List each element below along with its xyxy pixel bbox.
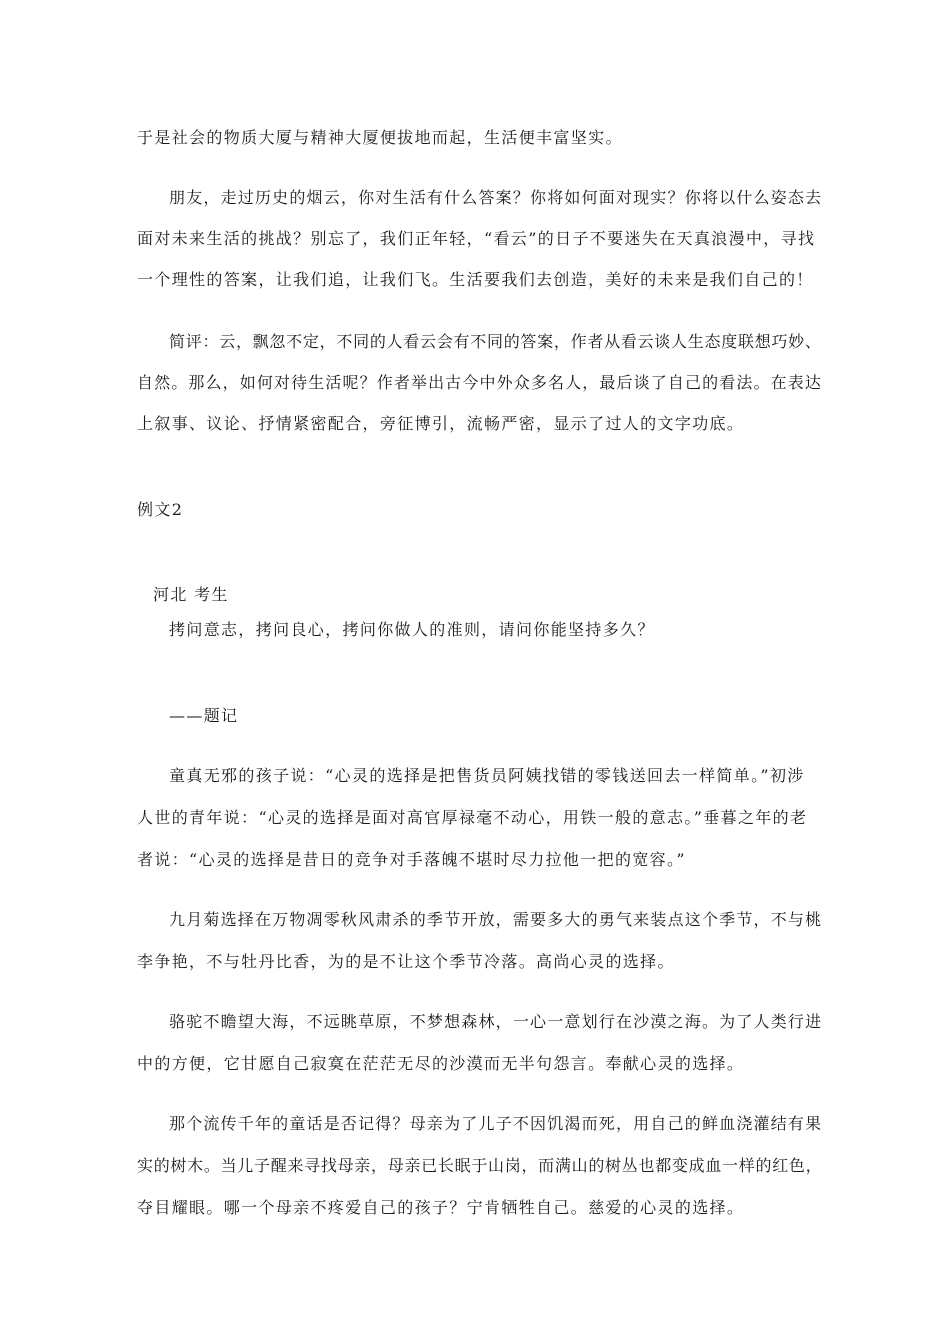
paragraph-line: 九月菊选择在万物凋零秋风肃杀的季节开放，需要多大的勇气来装点这个季节，不与桃 [169, 910, 823, 929]
paragraph-line: 李争艳，不与牡丹比香，为的是不让这个季节冷落。高尚心灵的选择。 [137, 952, 675, 971]
paragraph-line: 那个流传千年的童话是否记得？母亲为了儿子不因饥渴而死，用自己的鲜血浇灌结有果 [169, 1114, 823, 1133]
epigraph: 拷问意志，拷问良心，拷问你做人的准则，请问你能坚持多久？ [169, 620, 655, 639]
paragraph-line: 骆驼不瞻望大海，不远眺草原，不梦想森林，一心一意划行在沙漠之海。为了人类行进 [169, 1012, 823, 1031]
paragraph-line: 朋友，走过历史的烟云，你对生活有什么答案？你将如何面对现实？你将以什么姿态去 [169, 188, 823, 207]
paragraph-line: 童真无邪的孩子说：“心灵的选择是把售货员阿姨找错的零钱送回去一样简单。”初涉 [169, 766, 805, 785]
paragraph-line: 一个理性的答案，让我们追，让我们飞。生活要我们去创造，美好的未来是我们自己的！ [137, 270, 814, 289]
paragraph-line: 实的树木。当儿子醒来寻找母亲，母亲已长眠于山岗，而满山的树丛也都变成血一样的红色， [137, 1156, 823, 1175]
example-heading: 例文2 [137, 500, 184, 519]
review-line: 自然。那么，如何对待生活呢？作者举出古今中外众多名人，最后谈了自己的看法。在表达 [137, 373, 823, 392]
epigraph-attribution: ——题记 [169, 706, 239, 725]
paragraph-line: 夺目耀眼。哪一个母亲不疼爱自己的孩子？宁肯牺牲自己。慈爱的心灵的选择。 [137, 1198, 745, 1217]
paragraph-line: 者说：“心灵的选择是昔日的竞争对手落魄不堪时尽力拉他一把的宽容。” [137, 850, 686, 869]
author-line: 河北 考生 [153, 585, 229, 604]
review-line: 简评：云，飘忽不定，不同的人看云会有不同的答案，作者从看云谈人生态度联想巧妙、 [169, 332, 822, 351]
review-line: 上叙事、议论、抒情紧密配合，旁征博引，流畅严密，显示了过人的文字功底。 [137, 414, 745, 433]
paragraph-line: 面对未来生活的挑战？别忘了，我们正年轻，“看云”的日子不要迷失在天真浪漫中，寻找 [137, 229, 816, 248]
paragraph-line: 人世的青年说：“心灵的选择是面对高官厚禄毫不动心，用铁一般的意志。”垂暮之年的老 [137, 808, 808, 827]
paragraph-line: 中的方便，它甘愿自己寂寞在茫茫无尽的沙漠而无半句怨言。奉献心灵的选择。 [137, 1054, 745, 1073]
paragraph-line: 于是社会的物质大厦与精神大厦便拔地而起，生活便丰富坚实。 [137, 128, 623, 147]
